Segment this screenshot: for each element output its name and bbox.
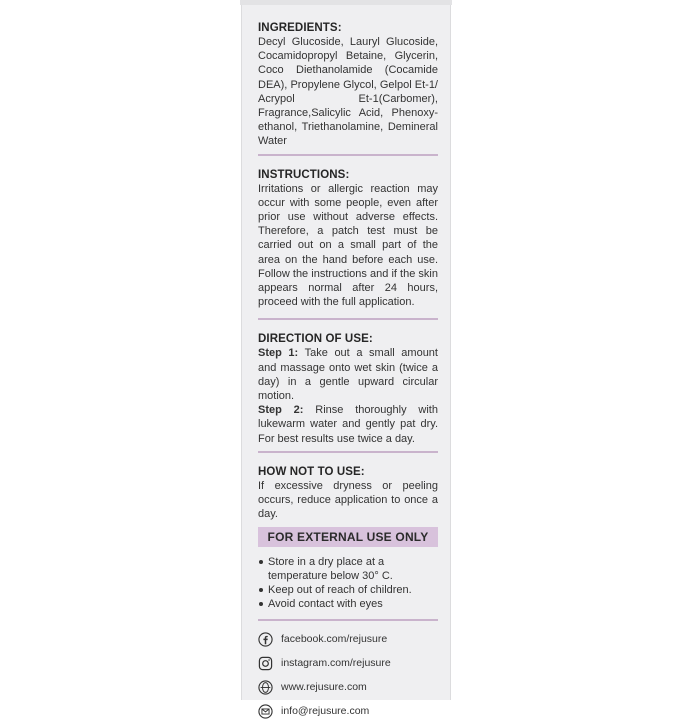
step-2-text: Rinse thoroughly with lukewarm water and gently pat dry. For best results use twice a day. [258, 404, 438, 445]
list-item: Avoid contact with eyes [258, 597, 438, 611]
email-link[interactable]: info@rejusure.com [281, 705, 370, 718]
how-not-text: If excessive dryness or peeling occurs, reduce application to once a day. [258, 479, 438, 521]
instructions-heading: INSTRUCTIONS: [258, 168, 350, 181]
website-link[interactable]: www.rejusure.com [281, 681, 367, 694]
packaging-panel [242, 5, 450, 718]
instagram-icon [258, 656, 273, 671]
step-1-label: Step 1: [258, 347, 299, 360]
globe-icon [258, 680, 273, 695]
how-not-section [258, 465, 438, 522]
list-item: Keep out of reach of children. [258, 583, 438, 597]
direction-heading: DIRECTION OF USE: [258, 333, 373, 346]
list-item: Store in a dry place at a temperature below 30° C. [258, 555, 438, 583]
ingredients-section [258, 21, 438, 149]
step-2-label: Step 2: [258, 404, 304, 417]
divider [258, 154, 438, 156]
email-row[interactable] [258, 703, 438, 719]
website-row[interactable] [258, 679, 438, 695]
step-2 [258, 403, 438, 446]
divider [258, 318, 438, 320]
mail-icon [258, 704, 273, 719]
facebook-row[interactable] [258, 631, 438, 647]
external-use-banner: FOR EXTERNAL USE ONLY [258, 527, 438, 547]
instructions-section [258, 168, 438, 310]
panel-content [258, 21, 438, 727]
ingredients-heading: INGREDIENTS: [258, 22, 342, 34]
how-not-heading: HOW NOT TO USE: [258, 465, 365, 478]
facebook-icon [258, 632, 273, 647]
instagram-row[interactable] [258, 655, 438, 671]
step-1 [258, 346, 438, 403]
instagram-link[interactable]: instagram.com/rejusure [281, 657, 391, 670]
divider [258, 451, 438, 453]
social-links [258, 619, 438, 719]
storage-list [258, 555, 438, 611]
step-1-text: Take out a small amount and massage onto wet skin (twice a day) in a gentle upward circular motion. [258, 347, 438, 403]
ingredients-text: Decyl Glucoside, Lauryl Glucoside, Cocamidopropyl Betaine, Glycerin, Coco Diethanolamide (Cocamide DEA), Propylene Glycol, Gelpol Et-1/ Acrypol Et-1(Carbomer), Fragrance,Salicylic Acid, Phenoxy-ethanol, Triethanolamine, Demineral Water [258, 36, 438, 148]
facebook-link[interactable]: facebook.com/rejusure [281, 633, 388, 646]
direction-section [258, 332, 438, 445]
instructions-text: Irritations or allergic reaction may occur with some people, even after prior use without adverse effects. Therefore, a patch test must be carried out on a small part of the area on the hand before each use. Follow the instructions and if the skin appears normal after 24 hours, proceed with the full application. [258, 182, 438, 309]
